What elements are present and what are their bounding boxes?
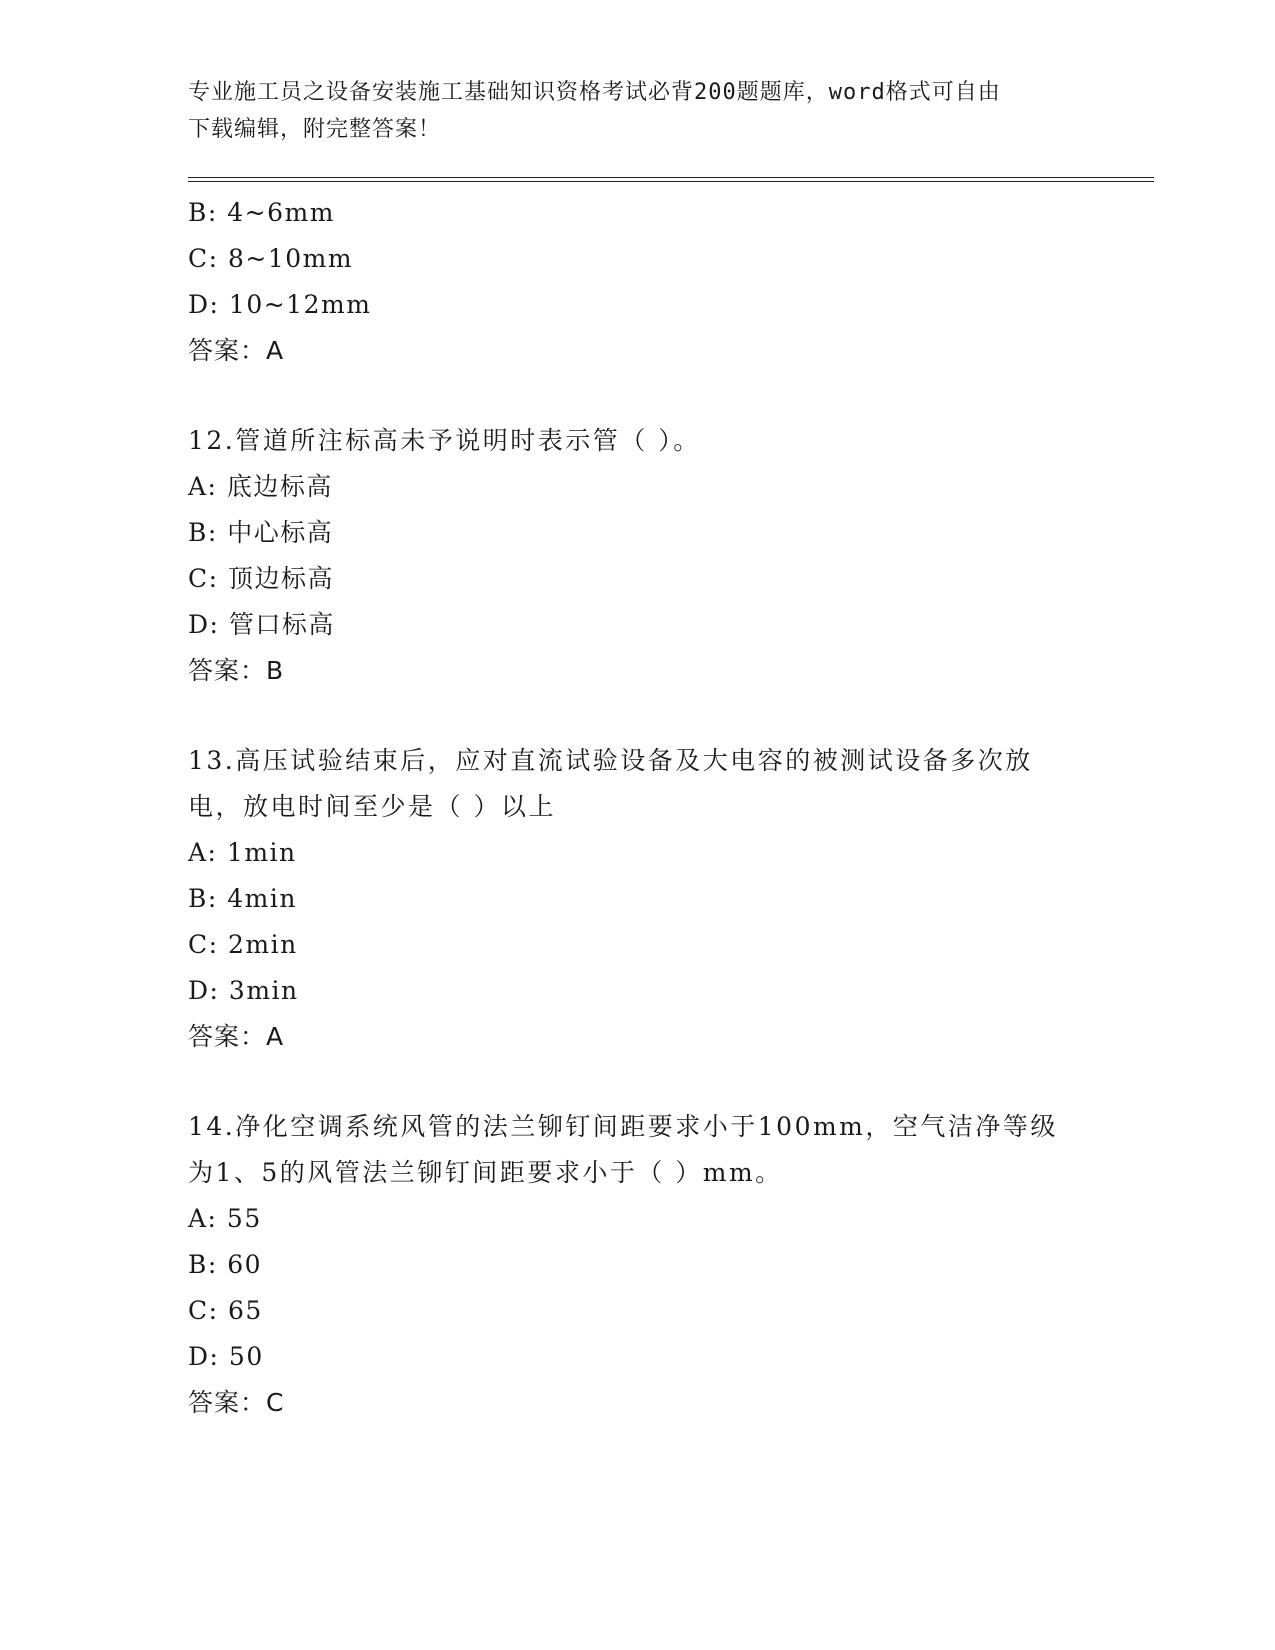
answer-line: 答案：C xyxy=(188,1388,285,1417)
option-a: A: 1min xyxy=(188,838,297,867)
document-header xyxy=(188,74,1088,148)
question-stem: 12.管道所注标高未予说明时表示管（ ）。 xyxy=(188,426,701,455)
option-d: D: 10~12mm xyxy=(188,290,372,319)
answer-line: 答案：B xyxy=(188,656,285,685)
question-stem-line-1: 14.净化空调系统风管的法兰铆钉间距要求小于100mm，空气洁净等级 xyxy=(188,1112,1058,1141)
question-stem-line-1: 13.高压试验结束后，应对直流试验设备及大电容的被测试设备多次放 xyxy=(188,746,1033,775)
question-stem-line-2: 电，放电时间至少是（ ）以上 xyxy=(188,792,556,821)
question-13 xyxy=(188,738,1088,1060)
option-d: D: 3min xyxy=(188,976,299,1005)
spacer xyxy=(188,374,1088,418)
option-d: D: 管口标高 xyxy=(188,610,335,639)
option-b: B: 4~6mm xyxy=(188,198,335,227)
spacer xyxy=(188,694,1088,738)
header-divider-bottom xyxy=(188,181,1154,182)
answer-line: 答案：A xyxy=(188,336,285,365)
option-b: B: 中心标高 xyxy=(188,518,334,547)
option-c: C: 65 xyxy=(188,1296,263,1325)
question-stem-line-2: 为1、5的风管法兰铆钉间距要求小于（ ）mm。 xyxy=(188,1158,783,1187)
option-c: C: 2min xyxy=(188,930,298,959)
question-list xyxy=(188,190,1088,1426)
option-a: A: 底边标高 xyxy=(188,472,333,501)
header-title-line-2: 下载编辑，附完整答案！ xyxy=(188,117,442,142)
option-a: A: 55 xyxy=(188,1204,262,1233)
option-b: B: 4min xyxy=(188,884,297,913)
question-12 xyxy=(188,418,1088,694)
question-11-continuation xyxy=(188,190,1088,374)
header-title-line-1: 专业施工员之设备安装施工基础知识资格考试必背200题题库，word格式可自由 xyxy=(188,80,1001,105)
spacer xyxy=(188,1060,1088,1104)
option-c: C: 8~10mm xyxy=(188,244,354,273)
option-c: C: 顶边标高 xyxy=(188,564,334,593)
answer-line: 答案：A xyxy=(188,1022,285,1051)
question-14 xyxy=(188,1104,1088,1426)
option-d: D: 50 xyxy=(188,1342,264,1371)
option-b: B: 60 xyxy=(188,1250,263,1279)
header-divider-top xyxy=(188,177,1154,178)
